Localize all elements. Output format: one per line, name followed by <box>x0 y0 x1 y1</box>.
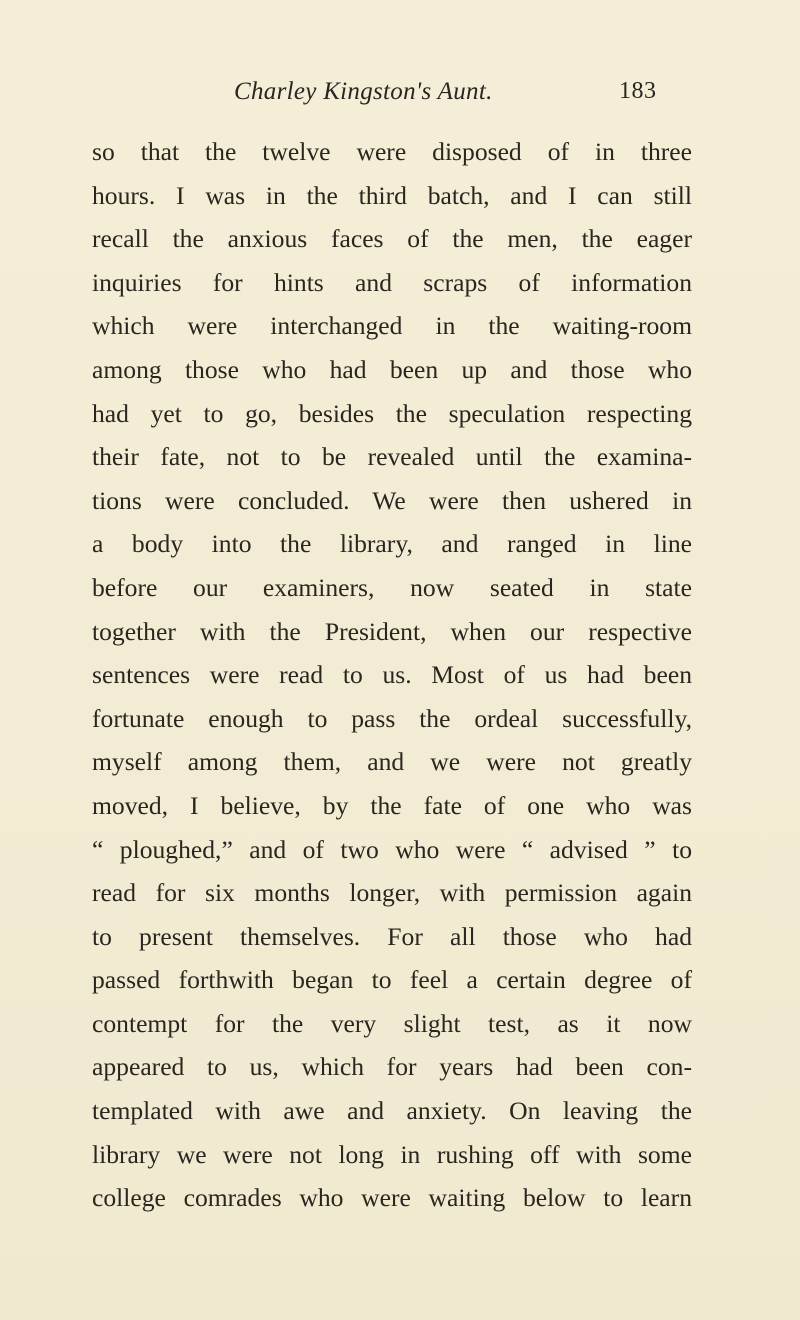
text-line: myself among them, and we were not greatly <box>92 747 692 777</box>
text-line: had yet to go, besides the speculation respecting <box>92 398 692 428</box>
text-line: before our examiners, now seated in state <box>92 572 692 602</box>
text-line: hours. I was in the third batch, and I can still <box>92 180 692 210</box>
text-line: appeared to us, which for years had been con- <box>92 1052 692 1082</box>
text-line: college comrades who were waiting below to learn <box>92 1183 692 1213</box>
text-line: read for six months longer, with permission again <box>92 878 692 908</box>
text-line: sentences were read to us. Most of us had been <box>92 660 692 690</box>
text-line: passed forthwith began to feel a certain degree of <box>92 965 692 995</box>
text-line: library we were not long in rushing off with some <box>92 1139 692 1169</box>
text-line: “ ploughed,” and of two who were “ advised ” to <box>92 834 692 864</box>
text-line: fortunate enough to pass the ordeal successfully, <box>92 703 692 733</box>
text-line: inquiries for hints and scraps of information <box>92 267 692 297</box>
body-text <box>92 130 692 1220</box>
text-line: so that the twelve were disposed of in three <box>92 137 692 166</box>
text-line: contempt for the very slight test, as it now <box>92 1008 692 1038</box>
text-line: to present themselves. For all those who had <box>92 921 692 951</box>
text-line: together with the President, when our respective <box>92 616 692 646</box>
text-line: a body into the library, and ranged in line <box>92 529 692 559</box>
text-line: moved, I believe, by the fate of one who was <box>92 790 692 820</box>
text-line: templated with awe and anxiety. On leaving the <box>92 1096 692 1126</box>
page-number: 183 <box>619 78 657 104</box>
text-line: which were interchanged in the waiting-room <box>92 311 692 341</box>
text-line: tions were concluded. We were then ushered in <box>92 485 692 515</box>
text-line: among those who had been up and those who <box>92 354 692 384</box>
text-line: recall the anxious faces of the men, the eager <box>92 224 692 254</box>
text-line: their fate, not to be revealed until the examina- <box>92 442 692 472</box>
running-head: Charley Kingston's Aunt. <box>234 78 493 105</box>
